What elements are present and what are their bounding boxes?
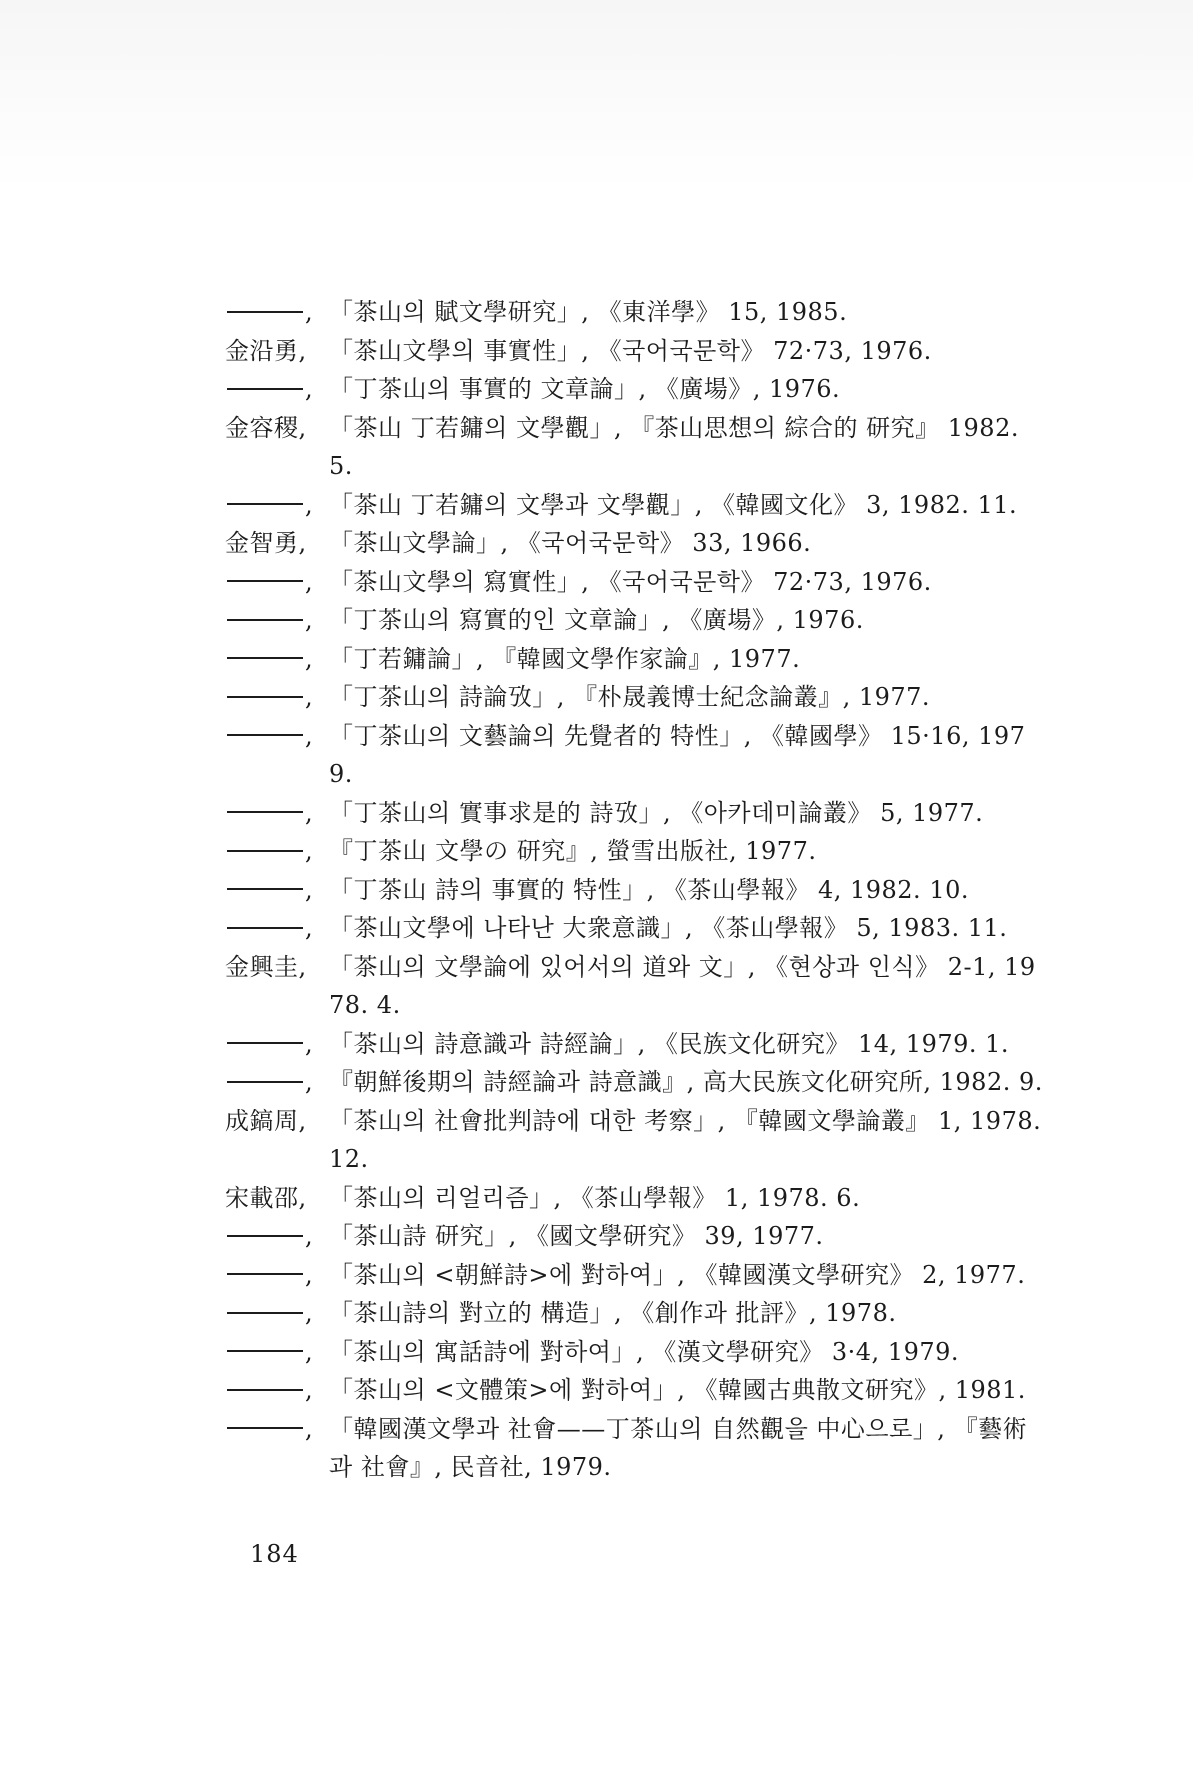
ditto-dash-line	[227, 1350, 303, 1352]
author-comma: ,	[305, 1068, 314, 1096]
ditto-dash-line	[227, 1389, 303, 1391]
ditto-dash-line	[227, 1235, 303, 1237]
ditto-dash-line	[227, 1312, 303, 1314]
author-comma: ,	[305, 1222, 314, 1250]
author-comma: ,	[298, 413, 307, 442]
ditto-dash	[225, 640, 329, 679]
entry-citation: 「韓國漢文學과 社會——丁茶山의 自然觀을 中心으로」, 『藝術과 社會』, 民音社, 1979.	[329, 1414, 1028, 1481]
bibliography-entry	[225, 717, 1045, 794]
bibliography-entry	[225, 1256, 1045, 1295]
bibliography-list	[225, 293, 1045, 1487]
bibliography-entry	[225, 678, 1045, 717]
bibliography-entry	[225, 1179, 1045, 1218]
entry-citation: 「丁茶山 詩의 事實的 特性」, 《茶山學報》 4, 1982. 10.	[329, 875, 969, 904]
author-comma: ,	[305, 721, 314, 750]
ditto-dash-line	[227, 619, 303, 621]
author-comma: ,	[298, 1106, 307, 1135]
author-comma: ,	[305, 606, 314, 634]
author-comma: ,	[298, 1183, 307, 1212]
entry-citation: 「丁茶山의 實事求是的 詩攷」, 《아카데미論叢》 5, 1977.	[329, 798, 984, 827]
entry-citation: 「茶山文學에 나타난 大衆意識」, 《茶山學報》 5, 1983. 11.	[329, 914, 1008, 942]
entry-citation: 「丁茶山의 事實的 文章論」, 《廣場》, 1976.	[329, 375, 841, 403]
entry-citation: 『丁茶山 文學の 研究』, 螢雪出版社, 1977.	[329, 837, 817, 865]
ditto-dash-line	[227, 888, 303, 890]
ditto-dash	[225, 1063, 329, 1102]
author-name: 金智勇	[225, 529, 299, 557]
author-name: 金興圭	[225, 952, 299, 981]
author-comma: ,	[298, 529, 307, 557]
entry-author	[225, 1102, 329, 1179]
entry-citation: 「茶山의 리얼리즘」, 《茶山學報》 1, 1978. 6.	[329, 1183, 861, 1212]
entry-author	[225, 948, 329, 1025]
ditto-dash-line	[227, 388, 303, 390]
entry-author	[225, 332, 329, 371]
bibliography-entry	[225, 1217, 1045, 1256]
entry-citation: 「茶山의 賦文學研究」, 《東洋學》 15, 1985.	[329, 298, 848, 326]
bibliography-entry	[225, 640, 1045, 679]
bibliography-entry	[225, 332, 1045, 371]
ditto-dash-line	[227, 811, 303, 813]
author-comma: ,	[305, 1260, 314, 1289]
bibliography-entry	[225, 909, 1045, 948]
author-name: 成鎬周	[225, 1106, 299, 1135]
ditto-dash-line	[227, 1081, 303, 1083]
ditto-dash-line	[227, 850, 303, 852]
author-comma: ,	[305, 567, 314, 596]
ditto-dash	[225, 601, 329, 640]
ditto-dash-line	[227, 1427, 303, 1429]
ditto-dash	[225, 563, 329, 602]
ditto-dash	[225, 370, 329, 409]
entry-citation: 「茶山의 文學論에 있어서의 道와 文」, 《현상과 인식》 2-1, 1978. 4.	[329, 952, 1036, 1019]
entry-citation: 「丁茶山의 寫實的인 文章論」, 《廣場》, 1976.	[329, 606, 864, 634]
ditto-dash-line	[227, 503, 303, 505]
entry-citation: 「茶山 丁若鏞의 文學觀」, 『茶山思想의 綜合的 研究』 1982. 5.	[329, 413, 1019, 480]
bibliography-entry	[225, 1294, 1045, 1333]
entry-author	[225, 409, 329, 486]
entry-citation: 「茶山文學의 事實性」, 《국어국문학》 72·73, 1976.	[329, 336, 932, 365]
author-comma: ,	[305, 875, 314, 904]
ditto-dash-line	[227, 1273, 303, 1275]
ditto-dash-line	[227, 734, 303, 736]
ditto-dash	[225, 1371, 329, 1410]
ditto-dash	[225, 1217, 329, 1256]
author-name: 金沿勇	[225, 336, 299, 365]
entry-citation: 「茶山의 詩意識과 詩經論」, 《民族文化研究》 14, 1979. 1.	[329, 1029, 1010, 1058]
author-comma: ,	[305, 644, 314, 673]
bibliography-entry	[225, 1371, 1045, 1410]
bibliography-entry	[225, 524, 1045, 563]
bibliography-entry	[225, 293, 1045, 332]
bibliography-entry	[225, 1063, 1045, 1102]
author-comma: ,	[305, 1376, 314, 1404]
entry-author	[225, 1179, 329, 1218]
author-comma: ,	[305, 914, 314, 942]
bibliography-entry	[225, 948, 1045, 1025]
ditto-dash-line	[227, 311, 303, 313]
bibliography-entry	[225, 1025, 1045, 1064]
author-comma: ,	[305, 683, 314, 711]
entry-citation: 「茶山詩 研究」, 《國文學研究》 39, 1977.	[329, 1222, 824, 1250]
entry-citation: 「茶山 丁若鏞의 文學과 文學觀」, 《韓國文化》 3, 1982. 11.	[329, 490, 1018, 519]
author-comma: ,	[305, 375, 314, 403]
ditto-dash	[225, 1410, 329, 1487]
entry-citation: 『朝鮮後期의 詩經論과 詩意識』, 高大民族文化研究所, 1982. 9.	[329, 1068, 1043, 1096]
ditto-dash-line	[227, 696, 303, 698]
ditto-dash	[225, 1256, 329, 1295]
author-comma: ,	[305, 1337, 314, 1366]
author-comma: ,	[305, 298, 314, 326]
author-comma: ,	[305, 837, 314, 865]
bibliography-entry	[225, 1102, 1045, 1179]
ditto-dash	[225, 717, 329, 794]
bibliography-entry	[225, 794, 1045, 833]
ditto-dash-line	[227, 1042, 303, 1044]
ditto-dash	[225, 832, 329, 871]
author-comma: ,	[305, 1299, 314, 1327]
entry-citation: 「丁茶山의 詩論攷」, 『朴晟義博士紀念論叢』, 1977.	[329, 683, 931, 711]
author-comma: ,	[298, 952, 307, 981]
page-number: 184	[250, 1540, 299, 1568]
ditto-dash-line	[227, 580, 303, 582]
bibliography-entry	[225, 486, 1045, 525]
entry-citation: 「丁若鏞論」, 『韓國文學作家論』, 1977.	[329, 644, 801, 673]
bibliography-entry	[225, 563, 1045, 602]
entry-citation: 「茶山의 社會批判詩에 대한 考察」, 『韓國文學論叢』 1, 1978. 12.	[329, 1106, 1042, 1173]
bibliography-entry	[225, 409, 1045, 486]
entry-citation: 「茶山의 <文體策>에 對하여」, 《韓國古典散文研究》, 1981.	[329, 1376, 1026, 1404]
entry-citation: 「茶山의 <朝鮮詩>에 對하여」, 《韓國漢文學研究》 2, 1977.	[329, 1260, 1026, 1289]
ditto-dash	[225, 794, 329, 833]
ditto-dash	[225, 678, 329, 717]
entry-citation: 「茶山의 寓話詩에 對하여」, 《漢文學研究》 3·4, 1979.	[329, 1337, 960, 1366]
ditto-dash	[225, 293, 329, 332]
ditto-dash	[225, 1025, 329, 1064]
ditto-dash	[225, 1294, 329, 1333]
ditto-dash	[225, 1333, 329, 1372]
author-name: 宋載邵	[225, 1183, 299, 1212]
bibliography-entry	[225, 871, 1045, 910]
ditto-dash-line	[227, 927, 303, 929]
bibliography-entry	[225, 1410, 1045, 1487]
author-comma: ,	[305, 490, 314, 519]
entry-citation: 「茶山文學의 寫實性」, 《국어국문학》 72·73, 1976.	[329, 567, 932, 596]
author-comma: ,	[305, 798, 314, 827]
ditto-dash	[225, 871, 329, 910]
author-comma: ,	[305, 1029, 314, 1058]
bibliography-entry	[225, 1333, 1045, 1372]
author-comma: ,	[298, 336, 307, 365]
entry-citation: 「茶山文學論」, 《국어국문학》 33, 1966.	[329, 529, 812, 557]
author-name: 金容稷	[225, 413, 299, 442]
ditto-dash	[225, 486, 329, 525]
bibliography-entry	[225, 601, 1045, 640]
entry-citation: 「丁茶山의 文藝論의 先覺者的 特性」, 《韓國學》 15·16, 1979.	[329, 721, 1026, 788]
bibliography-entry	[225, 832, 1045, 871]
entry-citation: 「茶山詩의 對立的 構造」, 《創作과 批評》, 1978.	[329, 1299, 897, 1327]
entry-author	[225, 524, 329, 563]
ditto-dash-line	[227, 657, 303, 659]
bibliography-entry	[225, 370, 1045, 409]
scan-shadow	[0, 0, 1193, 190]
author-comma: ,	[305, 1414, 314, 1443]
ditto-dash	[225, 909, 329, 948]
